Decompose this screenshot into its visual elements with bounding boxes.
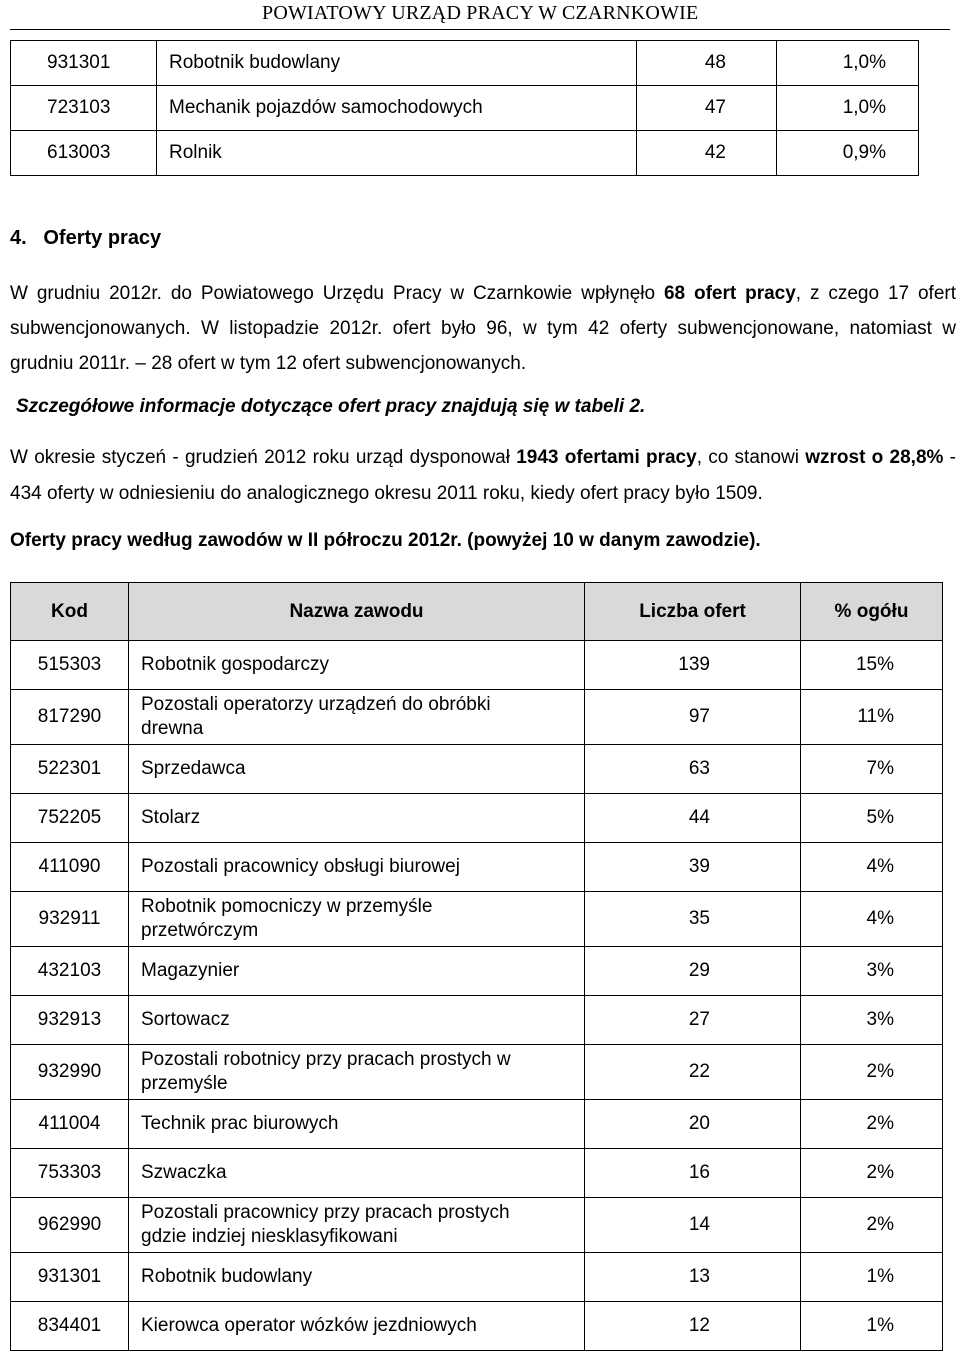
count-cell: 39 bbox=[585, 843, 801, 892]
name-text: Pozostali operatorzy urządzeń do obróbki drewna bbox=[141, 694, 491, 739]
name-text: Stolarz bbox=[141, 807, 201, 828]
name-cell bbox=[129, 641, 585, 690]
pct-cell: 5% bbox=[801, 794, 943, 843]
table-row bbox=[11, 1302, 943, 1351]
count-cell: 27 bbox=[585, 996, 801, 1045]
code-cell: 834401 bbox=[11, 1302, 129, 1351]
section-title bbox=[10, 227, 161, 250]
count-cell: 48 bbox=[637, 41, 777, 86]
name-cell bbox=[129, 1149, 585, 1198]
name-text: Pozostali pracownicy przy pracach prostych gdzie indziej niesklasyfikowani bbox=[141, 1202, 510, 1247]
name-text: Robotnik gospodarczy bbox=[141, 654, 329, 675]
table-row bbox=[11, 745, 943, 794]
section-title-text: 4. Oferty pracy bbox=[10, 227, 162, 249]
name-text: Magazynier bbox=[141, 960, 240, 981]
name-cell: Rolnik bbox=[157, 131, 637, 176]
code-cell: 411090 bbox=[11, 843, 129, 892]
name-cell bbox=[129, 1253, 585, 1302]
table-caption: Oferty pracy według zawodów w II półroczu 2012r. (powyżej 10 w danym zawodzie). bbox=[10, 530, 761, 551]
count-cell: 35 bbox=[585, 892, 801, 947]
code-cell: 753303 bbox=[11, 1149, 129, 1198]
code-cell: 932913 bbox=[11, 996, 129, 1045]
count-cell: 20 bbox=[585, 1100, 801, 1149]
name-cell bbox=[129, 1198, 585, 1253]
header-code: Kod bbox=[11, 583, 129, 641]
count-cell: 14 bbox=[585, 1198, 801, 1253]
code-cell: 932990 bbox=[11, 1045, 129, 1100]
paragraph-text: , z czego 17 ofert subwencjonowanych. W listopadzie 2012r. ofert było 96, w tym 42 oferty subwencjonowane, natomiast w grudniu 2011r. – 28 ofert w tym 12 ofert subwencjonowanych. bbox=[10, 283, 956, 374]
count-cell: 22 bbox=[585, 1045, 801, 1100]
code-cell: 931301 bbox=[11, 41, 157, 86]
count-cell: 12 bbox=[585, 1302, 801, 1351]
pct-cell: 2% bbox=[801, 1198, 943, 1253]
table-row bbox=[11, 86, 919, 131]
name-text: Szwaczka bbox=[141, 1162, 227, 1183]
name-cell bbox=[129, 892, 585, 947]
job-offers-table bbox=[10, 582, 943, 1351]
name-cell bbox=[129, 947, 585, 996]
pct-cell: 0,9% bbox=[777, 131, 919, 176]
name-cell bbox=[129, 996, 585, 1045]
count-cell: 139 bbox=[585, 641, 801, 690]
pct-cell: 2% bbox=[801, 1149, 943, 1198]
count-cell: 63 bbox=[585, 745, 801, 794]
code-cell: 411004 bbox=[11, 1100, 129, 1149]
count-cell: 16 bbox=[585, 1149, 801, 1198]
pct-cell: 1,0% bbox=[777, 86, 919, 131]
name-cell bbox=[129, 794, 585, 843]
table-row bbox=[11, 641, 943, 690]
pct-cell: 1% bbox=[801, 1253, 943, 1302]
table-row bbox=[11, 131, 919, 176]
pct-cell: 4% bbox=[801, 892, 943, 947]
code-cell: 723103 bbox=[11, 86, 157, 131]
count-cell: 42 bbox=[637, 131, 777, 176]
header-pct: % ogółu bbox=[801, 583, 943, 641]
header-name: Nazwa zawodu bbox=[129, 583, 585, 641]
table-row bbox=[11, 690, 943, 745]
paragraph-bold: wzrost o 28,8% bbox=[805, 447, 944, 468]
pct-cell: 15% bbox=[801, 641, 943, 690]
name-text: Technik prac biurowych bbox=[141, 1113, 339, 1134]
table-header-row bbox=[11, 583, 943, 641]
table-row bbox=[11, 1198, 943, 1253]
table-row bbox=[11, 843, 943, 892]
code-cell: 962990 bbox=[11, 1198, 129, 1253]
name-cell: Mechanik pojazdów samochodowych bbox=[157, 86, 637, 131]
pct-cell: 2% bbox=[801, 1045, 943, 1100]
count-cell: 47 bbox=[637, 86, 777, 131]
count-cell: 97 bbox=[585, 690, 801, 745]
table-row bbox=[11, 1149, 943, 1198]
table-row bbox=[11, 1100, 943, 1149]
table-row bbox=[11, 892, 943, 947]
pct-cell: 11% bbox=[801, 690, 943, 745]
table-row bbox=[11, 794, 943, 843]
table-row bbox=[11, 996, 943, 1045]
page-header bbox=[0, 0, 960, 30]
code-cell: 522301 bbox=[11, 745, 129, 794]
name-text: Sortowacz bbox=[141, 1009, 230, 1030]
code-cell: 752205 bbox=[11, 794, 129, 843]
pct-cell: 2% bbox=[801, 1100, 943, 1149]
paragraph-text: Szczegółowe informacje dotyczące ofert pracy znajdują się w tabeli 2. bbox=[16, 396, 646, 417]
paragraph-text: , co stanowi bbox=[696, 447, 806, 468]
name-text: Pozostali pracownicy obsługi biurowej bbox=[141, 856, 460, 877]
paragraph-table-reference bbox=[10, 396, 956, 418]
pct-cell: 3% bbox=[801, 996, 943, 1045]
name-text: Robotnik budowlany bbox=[141, 1266, 313, 1287]
paragraph-yearly-offers bbox=[10, 440, 956, 512]
header-count: Liczba ofert bbox=[585, 583, 801, 641]
table-row bbox=[11, 947, 943, 996]
table-row bbox=[11, 1045, 943, 1100]
header-rule bbox=[10, 29, 950, 30]
name-cell: Robotnik budowlany bbox=[157, 41, 637, 86]
table-row bbox=[11, 41, 919, 86]
name-text: Sprzedawca bbox=[141, 758, 246, 779]
pct-cell: 1,0% bbox=[777, 41, 919, 86]
paragraph-text: - 434 oferty w odniesieniu do analogicznego okresu 2011 roku, kiedy ofert pracy było 1509. bbox=[10, 447, 956, 504]
table-row bbox=[11, 1253, 943, 1302]
name-cell bbox=[129, 1302, 585, 1351]
code-cell: 817290 bbox=[11, 690, 129, 745]
count-cell: 13 bbox=[585, 1253, 801, 1302]
pct-cell: 4% bbox=[801, 843, 943, 892]
name-cell bbox=[129, 1100, 585, 1149]
name-cell bbox=[129, 843, 585, 892]
pct-cell: 1% bbox=[801, 1302, 943, 1351]
count-cell: 29 bbox=[585, 947, 801, 996]
name-cell bbox=[129, 690, 585, 745]
paragraph-bold: 1943 ofertami pracy bbox=[516, 447, 697, 468]
name-text: Kierowca operator wózków jezdniowych bbox=[141, 1315, 477, 1336]
continued-occupations-table bbox=[10, 40, 919, 176]
code-cell: 432103 bbox=[11, 947, 129, 996]
paragraph-offers-december bbox=[10, 276, 956, 381]
name-cell bbox=[129, 745, 585, 794]
pct-cell: 7% bbox=[801, 745, 943, 794]
code-cell: 613003 bbox=[11, 131, 157, 176]
code-cell: 515303 bbox=[11, 641, 129, 690]
code-cell: 932911 bbox=[11, 892, 129, 947]
header-title: POWIATOWY URZĄD PRACY W CZARNKOWIE bbox=[262, 2, 699, 24]
paragraph-text: W okresie styczeń - grudzień 2012 roku urząd dysponował bbox=[10, 447, 517, 468]
name-text: Robotnik pomocniczy w przemyśle przetwórczym bbox=[141, 896, 433, 941]
paragraph-text: W grudniu 2012r. do Powiatowego Urzędu Pracy w Czarnkowie wpłynęło bbox=[10, 283, 664, 304]
paragraph-bold: 68 ofert pracy bbox=[663, 283, 796, 304]
name-text: Pozostali robotnicy przy pracach prostych w przemyśle bbox=[141, 1049, 511, 1094]
code-cell: 931301 bbox=[11, 1253, 129, 1302]
pct-cell: 3% bbox=[801, 947, 943, 996]
name-cell bbox=[129, 1045, 585, 1100]
count-cell: 44 bbox=[585, 794, 801, 843]
